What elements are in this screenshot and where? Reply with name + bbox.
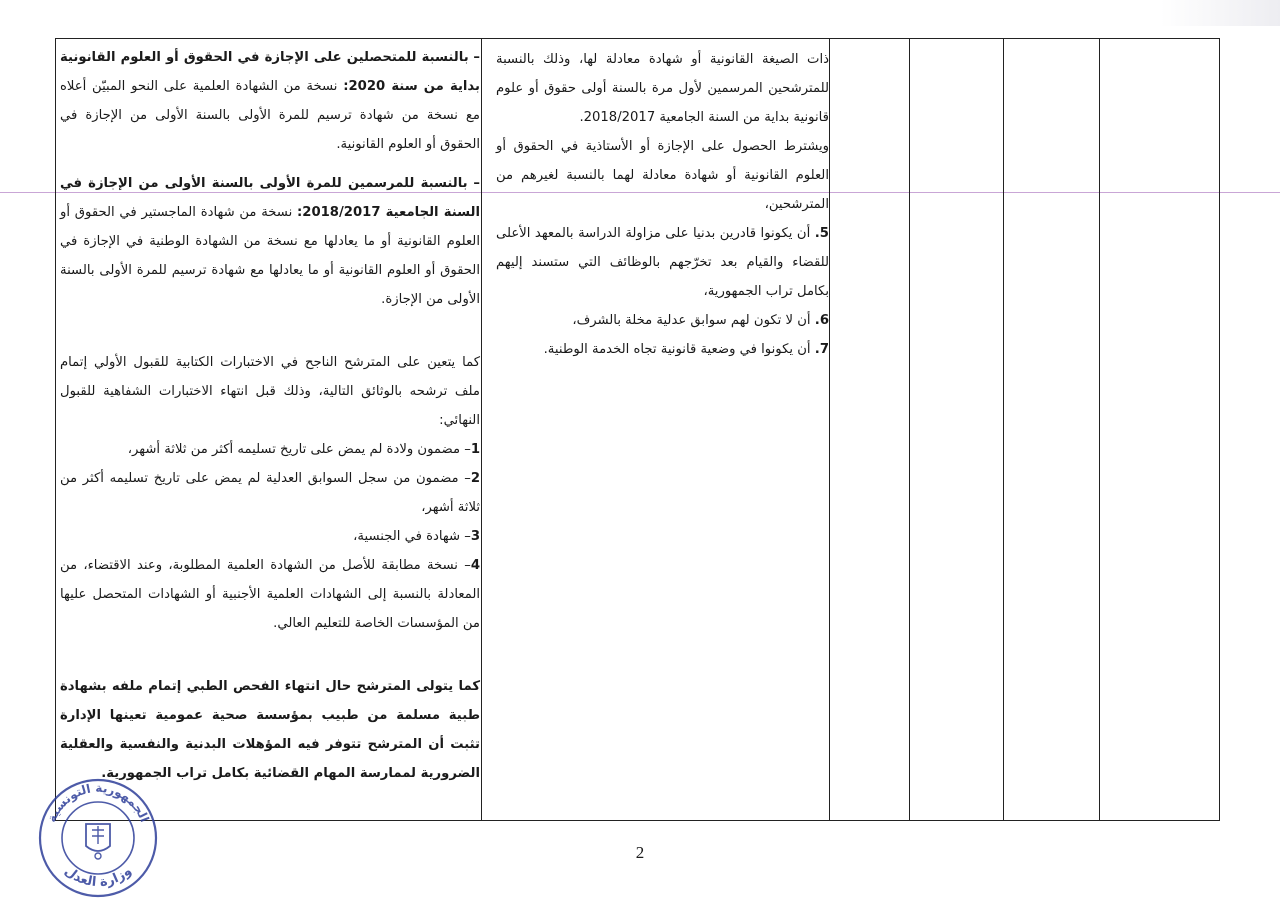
item-number: 7. bbox=[814, 342, 829, 357]
item-number: 2 bbox=[470, 471, 480, 486]
stamp-text-bottom: وزارة العدل bbox=[61, 863, 135, 891]
document-item bbox=[60, 551, 480, 638]
item-number: 6. bbox=[814, 313, 829, 328]
conditions-column bbox=[496, 39, 829, 820]
column-divider bbox=[481, 39, 482, 820]
document-item bbox=[60, 522, 480, 551]
block-text: نسخة من شهادة الماجستير في الحقوق أو العلوم القانونية أو ما يعادلها مع نسخة من الشهادة الوطنية في الإجازة في الحقوق أو العلوم القانونية أو ما يعادلها مع شهادة ترسيم للمرة الأولى بالسنة الأولى من الإجازة. bbox=[60, 205, 480, 307]
block-heading: بالنسبة للمرسمين للمرة الأولى بالسنة الأولى من الإجازة في السنة الجامعية 2018/2017: bbox=[60, 176, 480, 220]
documents-column bbox=[60, 39, 480, 820]
item-text: أن يكونوا قادرين بدنيا على مزاولة الدراسة بالمعهد الأعلى للقضاء والقيام بعد تخرّجهم بالوظائف التي ستسند إليهم بكامل تراب الجمهورية، bbox=[496, 226, 829, 299]
dash: – bbox=[473, 176, 480, 191]
column-divider bbox=[829, 39, 830, 820]
block-text: نسخة من الشهادة العلمية على النحو المبيّن أعلاه مع نسخة من شهادة ترسيم للمرة الأولى بالسنة الأولى من الإجازة في الحقوق أو العلوم القانونية. bbox=[60, 79, 480, 152]
column-divider bbox=[1099, 39, 1100, 820]
block-heading: بالنسبة للمتحصلين على الإجازة في الحقوق أو العلوم القانونية بداية من سنة 2020: bbox=[60, 50, 480, 94]
item-text: – مضمون من سجل السوابق العدلية لم يمض على تاريخ تسليمه أكثر من ثلاثة أشهر، bbox=[60, 471, 480, 515]
condition-paragraph: ويشترط الحصول على الإجازة أو الأستاذية في الحقوق أو العلوم القانونية أو شهادة معادلة لهما بالنسبة لغيرهم من المترشحين، bbox=[496, 139, 829, 212]
dash: – bbox=[473, 50, 480, 65]
condition-item bbox=[496, 306, 829, 335]
column-divider bbox=[1003, 39, 1004, 820]
item-number: 3 bbox=[470, 529, 480, 544]
condition-item bbox=[496, 219, 829, 306]
stamp-text-top: الجمهورية التونسية bbox=[44, 780, 152, 825]
condition-item bbox=[496, 335, 829, 364]
document-item bbox=[60, 435, 480, 464]
item-text: – مضمون ولادة لم يمض على تاريخ تسليمه أكثر من ثلاثة أشهر، bbox=[127, 442, 471, 457]
block-licence-2020 bbox=[60, 43, 480, 159]
item-text: أن يكونوا في وضعية قانونية تجاه الخدمة الوطنية. bbox=[543, 342, 811, 357]
document-table bbox=[55, 38, 1220, 821]
item-number: 5. bbox=[814, 226, 829, 241]
item-text: أن لا تكون لهم سوابق عدلية مخلة بالشرف، bbox=[572, 313, 811, 328]
oral-exam-intro: كما يتعين على المترشح الناجح في الاختبارات الكتابية للقبول الأولي إتمام ملف ترشحه بالوثائق التالية، وذلك قبل انتهاء الاختبارات الشفاهية للقبول النهائي: bbox=[60, 355, 480, 428]
ministry-stamp bbox=[36, 776, 160, 900]
item-number: 4 bbox=[470, 558, 480, 573]
item-text: – نسخة مطابقة للأصل من الشهادة العلمية المطلوبة، وعند الاقتضاء، من المعادلة بالنسبة إلى الشهادات العلمية الأجنبية أو الشهادات المتحصل عليها من المؤسسات الخاصة للتعليم العالي. bbox=[60, 558, 480, 631]
page-number: 2 bbox=[635, 843, 645, 862]
medical-certificate-note: كما يتولى المترشح حال انتهاء الفحص الطبي إتمام ملفه بشهادة طبية مسلمة من طبيب بمؤسسة صحية عمومية تعينها الإدارة تثبت أن المترشح تتوفر فيه المؤهلات البدنية والنفسية والعقلية الضرورية لممارسة المهام القضائية بكامل تراب الجمهورية. bbox=[60, 679, 480, 781]
condition-paragraph: ذات الصيغة القانونية أو شهادة معادلة لها، وذلك بالنسبة للمترشحين المرسمين لأول مرة بالسنة أولى حقوق أو علوم قانونية بداية من السنة الجامعية 2018/2017. bbox=[496, 52, 829, 125]
document-item bbox=[60, 464, 480, 522]
block-registered-2018 bbox=[60, 169, 480, 314]
column-divider bbox=[909, 39, 910, 820]
item-text: – شهادة في الجنسية، bbox=[353, 529, 471, 544]
item-number: 1 bbox=[470, 442, 480, 457]
scan-shadow bbox=[1160, 0, 1280, 26]
